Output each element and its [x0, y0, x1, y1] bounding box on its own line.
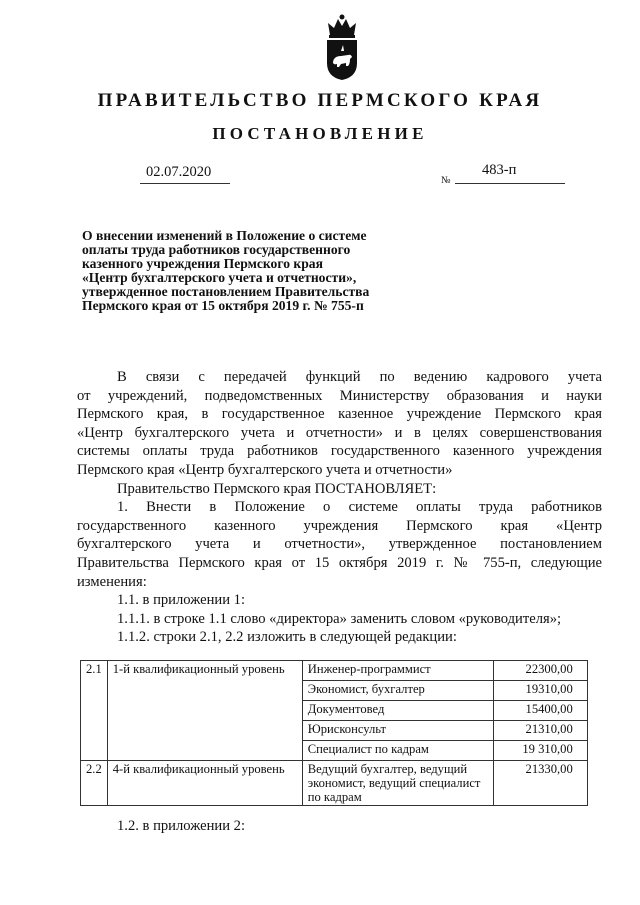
qualification-level: 4-й квалификационный уровень [107, 761, 302, 806]
document-date: 02.07.2020 [146, 164, 212, 180]
salary-table [80, 660, 588, 806]
salary-cell: 21310,00 [493, 721, 587, 741]
salary-cell: 15400,00 [493, 701, 587, 721]
body-line: Пермского края «Центр бухгалтерского учета и отчетности» [77, 461, 453, 478]
salary-cell: 19310,00 [493, 681, 587, 701]
position-cell: Юрисконсульт [302, 721, 493, 741]
number-sign: № [441, 175, 451, 186]
qualification-level: 1-й квалификационный уровень [107, 661, 302, 761]
body-line: В связи с передачей функций по ведению кадрового учета [117, 369, 602, 385]
position-cell: Инженер-программист [302, 661, 493, 681]
body-line: 1.1.2. строки 2.1, 2.2 изложить в следующей редакции: [117, 629, 457, 646]
government-title: ПРАВИТЕЛЬСТВО ПЕРМСКОГО КРАЯ [97, 90, 543, 111]
body-line: системы оплаты труда работников государственного казенного учреждения [77, 443, 602, 460]
resolution-line: Правительство Пермского края ПОСТАНОВЛЯЕТ: [117, 480, 437, 497]
coat-of-arms-icon [322, 13, 362, 81]
subject-line: утвержденное постановлением Правительства [82, 284, 370, 299]
body-line: Правительства Пермского края от 15 октября 2019 г. № 755-п, следующие [77, 554, 602, 571]
body-paragraph-1 [77, 368, 602, 647]
position-cell: Ведущий бухгалтер, ведущий экономист, ведущий специалист по кадрам [302, 761, 493, 806]
body-line: государственного казенного учреждения Пермского края «Центр [77, 517, 602, 534]
position-cell: Документовед [302, 701, 493, 721]
salary-cell: 19 310,00 [493, 741, 587, 761]
body-line: 1.2. в приложении 2: [117, 818, 246, 834]
body-line: 1.1.1. в строке 1.1 слово «директора» заменить словом «руководителя»; [117, 610, 562, 627]
position-cell: Специалист по кадрам [302, 741, 493, 761]
subject-line: Пермского края от 15 октября 2019 г. № 755-п [82, 298, 364, 313]
body-line: изменения: [77, 573, 147, 590]
number-underline [455, 183, 565, 184]
subject-line: «Центр бухгалтерского учета и отчетности», [82, 270, 357, 285]
subject-line: оплаты труда работников государственного [82, 242, 351, 257]
subject-line: О внесении изменений в Положение о системе [82, 228, 367, 243]
position-cell: Экономист, бухгалтер [302, 681, 493, 701]
body-line: «Центр бухгалтерского учета и отчетности» и в целях совершенствования [77, 424, 602, 441]
row-number: 2.1 [81, 661, 108, 761]
row-number: 2.2 [81, 761, 108, 806]
salary-cell: 21330,00 [493, 761, 587, 806]
body-line: от учреждений, подведомственных Министерству образования и науки [77, 387, 602, 404]
salary-cell: 22300,00 [493, 661, 587, 681]
document-subject [82, 229, 442, 313]
date-underline [140, 183, 230, 184]
body-line: 1. Внести в Положение о системе оплаты труда работников [117, 499, 602, 516]
table-row [81, 761, 588, 806]
body-line: бухгалтерского учета и отчетности», утвержденное постановлением [77, 536, 602, 553]
document-type: ПОСТАНОВЛЕНИЕ [212, 124, 428, 143]
document-number: 483-п [482, 162, 517, 178]
subject-line: казенного учреждения Пермского края [82, 256, 323, 271]
body-line: 1.1. в приложении 1: [117, 592, 246, 609]
body-line: Пермского края, в государственное казенное учреждение Пермского края [77, 406, 602, 423]
table-row [81, 661, 588, 681]
